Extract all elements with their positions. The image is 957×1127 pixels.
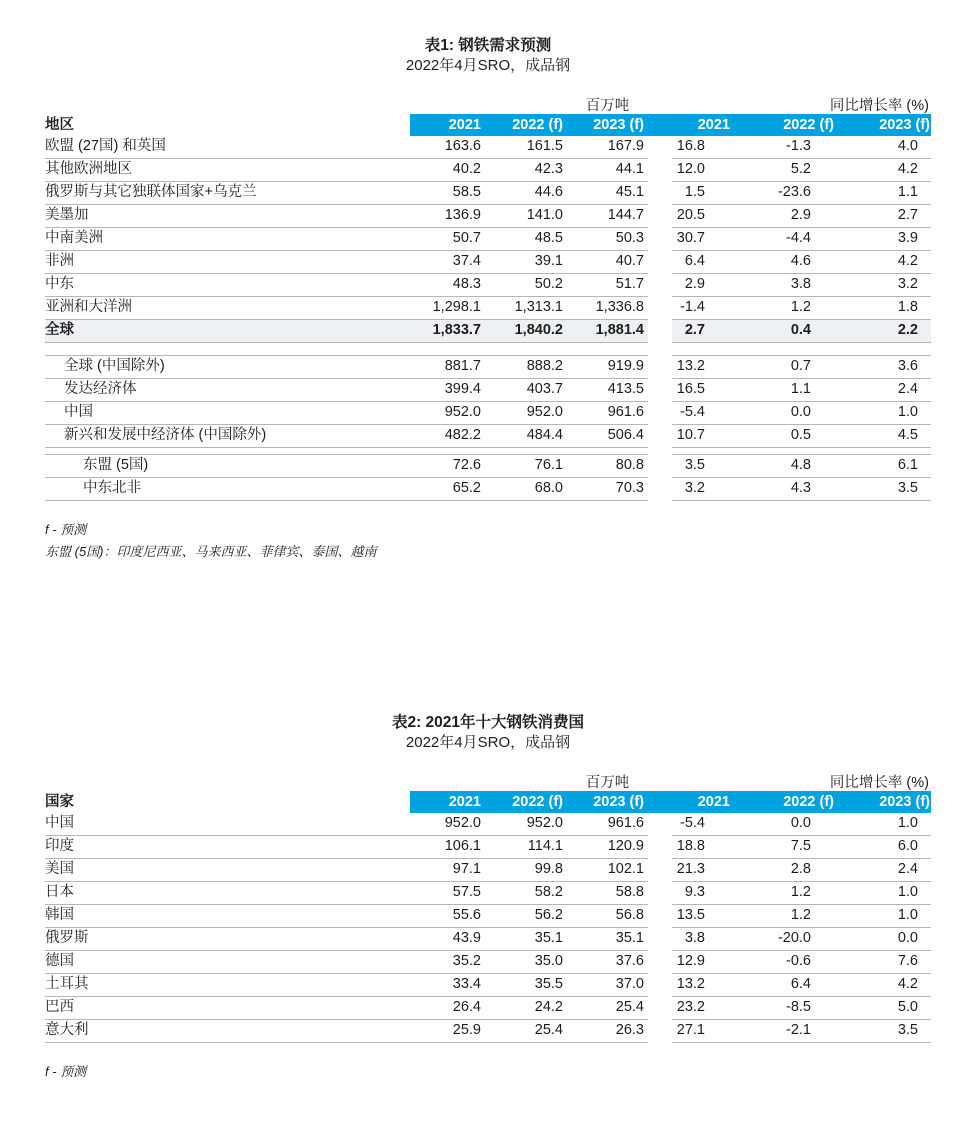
table-row	[45, 813, 931, 836]
table-row	[45, 320, 931, 343]
cell-growth-2021: 13.2	[672, 974, 731, 997]
column-group-gap	[648, 136, 672, 158]
cell-growth-2022f: 6.4	[731, 974, 835, 997]
table-row	[45, 355, 931, 379]
cell-mt-2021: 163.6	[410, 136, 485, 159]
cell-mt-2023f: 80.8	[567, 454, 648, 478]
cell-mt-2021: 881.7	[410, 355, 485, 379]
column-group-gap	[648, 402, 672, 424]
row-label: 中东	[45, 274, 410, 297]
row-label: 美国	[45, 859, 410, 882]
cell-growth-2022f: -23.6	[731, 182, 835, 205]
table1-column-header-row	[45, 114, 931, 136]
table-row	[45, 454, 931, 478]
cell-growth-2021: 3.2	[672, 478, 731, 501]
column-group-gap	[648, 997, 672, 1019]
cell-mt-2021: 65.2	[410, 478, 485, 501]
cell-mt-2021: 97.1	[410, 859, 485, 882]
cell-growth-2023f: 7.6	[835, 951, 931, 974]
column-group-gap	[648, 974, 672, 996]
row-label: 俄罗斯	[45, 928, 410, 951]
cell-growth-2023f: 6.0	[835, 836, 931, 859]
column-group-gap	[648, 320, 672, 342]
cell-mt-2022f: 42.3	[485, 159, 567, 182]
cell-mt-2023f: 120.9	[567, 836, 648, 859]
cell-growth-2023f: 1.0	[835, 882, 931, 905]
cell-mt-2022f: 50.2	[485, 274, 567, 297]
row-label: 意大利	[45, 1020, 410, 1043]
row-label: 美墨加	[45, 205, 410, 228]
table-row	[45, 205, 931, 228]
cell-mt-2023f: 25.4	[567, 997, 648, 1020]
column-group-gap	[648, 274, 672, 296]
cell-mt-2023f: 919.9	[567, 355, 648, 379]
column-group-gap	[648, 114, 672, 136]
cell-mt-2022f: 161.5	[485, 136, 567, 159]
cell-growth-2022f: -2.1	[731, 1020, 835, 1043]
table-row	[45, 882, 931, 905]
cell-mt-2021: 43.9	[410, 928, 485, 951]
cell-mt-2021: 399.4	[410, 379, 485, 402]
row-label: 中东北非	[45, 478, 410, 501]
column-group-gap	[648, 379, 672, 401]
col-header-growth-2021: 2021	[672, 791, 731, 813]
cell-mt-2021: 57.5	[410, 882, 485, 905]
cell-growth-2021: 3.8	[672, 928, 731, 951]
cell-growth-2022f: 1.2	[731, 882, 835, 905]
cell-mt-2022f: 35.5	[485, 974, 567, 997]
cell-mt-2022f: 1,840.2	[485, 320, 567, 343]
cell-mt-2022f: 44.6	[485, 182, 567, 205]
cell-mt-2022f: 99.8	[485, 859, 567, 882]
column-group-gap	[648, 836, 672, 858]
cell-growth-2023f: 1.8	[835, 297, 931, 320]
table-row	[45, 974, 931, 997]
cell-growth-2022f: 0.5	[731, 425, 835, 448]
cell-mt-2022f: 114.1	[485, 836, 567, 859]
region-column-header: 地区	[45, 114, 410, 136]
cell-mt-2023f: 144.7	[567, 205, 648, 228]
table1-section	[45, 36, 931, 563]
yoy-growth-group-header: 同比增长率 (%)	[829, 98, 929, 114]
cell-growth-2022f: 1.2	[731, 297, 835, 320]
cell-growth-2021: 9.3	[672, 882, 731, 905]
cell-growth-2023f: 2.2	[835, 320, 931, 343]
cell-growth-2021: 10.7	[672, 425, 731, 448]
cell-mt-2021: 48.3	[410, 274, 485, 297]
cell-growth-2023f: 5.0	[835, 997, 931, 1020]
cell-mt-2023f: 45.1	[567, 182, 648, 205]
column-group-gap	[648, 355, 672, 377]
column-group-gap	[648, 478, 672, 500]
col-header-mt-2021: 2021	[410, 791, 485, 813]
row-label: 中南美洲	[45, 228, 410, 251]
million-tonnes-group-header: 百万吨	[585, 98, 630, 114]
row-label: 欧盟 (27国) 和英国	[45, 136, 410, 159]
column-group-gap	[648, 882, 672, 904]
col-header-mt-2022f: 2022 (f)	[485, 791, 567, 813]
cell-mt-2022f: 952.0	[485, 813, 567, 836]
table-row	[45, 478, 931, 501]
cell-growth-2021: 12.0	[672, 159, 731, 182]
cell-mt-2022f: 888.2	[485, 355, 567, 379]
cell-growth-2022f: 0.4	[731, 320, 835, 343]
table2-title: 表2: 2021年十大钢铁消费国	[391, 714, 585, 731]
cell-mt-2021: 26.4	[410, 997, 485, 1020]
table-row	[45, 836, 931, 859]
cell-growth-2022f: -20.0	[731, 928, 835, 951]
cell-growth-2021: 13.2	[672, 355, 731, 379]
row-label: 新兴和发展中经济体 (中国除外)	[45, 425, 410, 448]
cell-mt-2023f: 961.6	[567, 813, 648, 836]
row-label: 土耳其	[45, 974, 410, 997]
row-label: 印度	[45, 836, 410, 859]
cell-growth-2023f: 4.2	[835, 251, 931, 274]
column-group-gap	[648, 297, 672, 319]
cell-growth-2023f: 2.4	[835, 379, 931, 402]
cell-growth-2022f: 1.2	[731, 905, 835, 928]
cell-mt-2022f: 76.1	[485, 454, 567, 478]
cell-mt-2023f: 1,336.8	[567, 297, 648, 320]
cell-mt-2021: 106.1	[410, 836, 485, 859]
column-group-gap	[648, 905, 672, 927]
cell-mt-2021: 136.9	[410, 205, 485, 228]
table-row	[45, 297, 931, 320]
cell-mt-2022f: 952.0	[485, 402, 567, 425]
cell-mt-2023f: 37.0	[567, 974, 648, 997]
table-row	[45, 905, 931, 928]
table-row	[45, 425, 931, 448]
row-label: 东盟 (5国)	[45, 454, 410, 478]
cell-mt-2022f: 35.0	[485, 951, 567, 974]
col-header-growth-2023f: 2023 (f)	[835, 114, 931, 136]
table-row	[45, 274, 931, 297]
cell-growth-2021: 18.8	[672, 836, 731, 859]
col-header-mt-2022f: 2022 (f)	[485, 114, 567, 136]
cell-growth-2021: 20.5	[672, 205, 731, 228]
cell-mt-2023f: 167.9	[567, 136, 648, 159]
table2-footnotes	[45, 1061, 931, 1083]
table-row	[45, 159, 931, 182]
footnote-forecast: f - 预测	[45, 522, 87, 537]
report-page	[0, 36, 957, 1127]
cell-mt-2023f: 35.1	[567, 928, 648, 951]
cell-growth-2021: 23.2	[672, 997, 731, 1020]
cell-mt-2021: 40.2	[410, 159, 485, 182]
cell-mt-2022f: 141.0	[485, 205, 567, 228]
row-label: 日本	[45, 882, 410, 905]
table2-group-header-row	[45, 771, 931, 791]
cell-growth-2022f: 1.1	[731, 379, 835, 402]
column-group-gap	[648, 425, 672, 447]
yoy-growth-group-header: 同比增长率 (%)	[829, 775, 929, 791]
row-label: 亚洲和大洋洲	[45, 297, 410, 320]
cell-growth-2023f: 2.4	[835, 859, 931, 882]
cell-growth-2021: 16.8	[672, 136, 731, 159]
cell-mt-2021: 33.4	[410, 974, 485, 997]
cell-mt-2022f: 48.5	[485, 228, 567, 251]
cell-mt-2023f: 102.1	[567, 859, 648, 882]
table1-title: 表1: 钢铁需求预测	[424, 37, 552, 54]
cell-growth-2022f: -1.3	[731, 136, 835, 159]
cell-growth-2021: 16.5	[672, 379, 731, 402]
table1-footnotes	[45, 519, 931, 563]
cell-growth-2021: 13.5	[672, 905, 731, 928]
cell-growth-2023f: 1.0	[835, 905, 931, 928]
column-group-gap	[648, 228, 672, 250]
row-label: 非洲	[45, 251, 410, 274]
cell-growth-2021: -5.4	[672, 813, 731, 836]
cell-mt-2021: 37.4	[410, 251, 485, 274]
table-row	[45, 951, 931, 974]
cell-mt-2023f: 51.7	[567, 274, 648, 297]
column-group-gap	[648, 951, 672, 973]
cell-growth-2021: -1.4	[672, 297, 731, 320]
cell-mt-2022f: 24.2	[485, 997, 567, 1020]
cell-growth-2022f: 2.8	[731, 859, 835, 882]
row-label: 其他欧洲地区	[45, 159, 410, 182]
cell-mt-2021: 50.7	[410, 228, 485, 251]
cell-growth-2021: 12.9	[672, 951, 731, 974]
table-row	[45, 228, 931, 251]
cell-growth-2021: 1.5	[672, 182, 731, 205]
footnote-forecast: f - 预测	[45, 1064, 87, 1079]
col-header-mt-2023f: 2023 (f)	[567, 114, 648, 136]
col-header-mt-2021: 2021	[410, 114, 485, 136]
col-header-growth-2022f: 2022 (f)	[731, 114, 835, 136]
country-column-header: 国家	[45, 791, 410, 813]
cell-growth-2021: 3.5	[672, 454, 731, 478]
cell-growth-2021: 30.7	[672, 228, 731, 251]
cell-mt-2021: 1,833.7	[410, 320, 485, 343]
cell-growth-2022f: 3.8	[731, 274, 835, 297]
cell-mt-2021: 482.2	[410, 425, 485, 448]
cell-mt-2022f: 39.1	[485, 251, 567, 274]
row-label: 德国	[45, 951, 410, 974]
cell-mt-2023f: 37.6	[567, 951, 648, 974]
cell-growth-2021: 2.9	[672, 274, 731, 297]
column-group-gap	[648, 182, 672, 204]
cell-growth-2023f: 3.2	[835, 274, 931, 297]
cell-mt-2021: 72.6	[410, 454, 485, 478]
cell-growth-2021: 2.7	[672, 320, 731, 343]
row-label: 中国	[45, 813, 410, 836]
row-label: 俄罗斯与其它独联体国家+乌克兰	[45, 182, 410, 205]
col-header-growth-2022f: 2022 (f)	[731, 791, 835, 813]
cell-growth-2022f: 4.8	[731, 454, 835, 478]
column-group-gap	[648, 813, 672, 835]
cell-mt-2023f: 44.1	[567, 159, 648, 182]
cell-growth-2023f: 4.2	[835, 159, 931, 182]
table1-group-header-row	[45, 94, 931, 114]
cell-growth-2022f: 4.3	[731, 478, 835, 501]
cell-growth-2023f: 4.2	[835, 974, 931, 997]
table-row	[45, 928, 931, 951]
cell-growth-2023f: 3.6	[835, 355, 931, 379]
table1-subtitle: 2022年4月SRO，成品钢	[405, 57, 571, 74]
cell-growth-2021: 6.4	[672, 251, 731, 274]
million-tonnes-group-header: 百万吨	[585, 775, 630, 791]
cell-growth-2022f: 5.2	[731, 159, 835, 182]
cell-mt-2023f: 40.7	[567, 251, 648, 274]
cell-growth-2022f: -0.6	[731, 951, 835, 974]
cell-mt-2022f: 35.1	[485, 928, 567, 951]
table-row	[45, 402, 931, 425]
cell-growth-2021: -5.4	[672, 402, 731, 425]
column-group-gap	[648, 791, 672, 813]
cell-growth-2022f: 7.5	[731, 836, 835, 859]
table2-rows	[45, 813, 931, 1043]
cell-growth-2023f: 2.7	[835, 205, 931, 228]
cell-mt-2023f: 413.5	[567, 379, 648, 402]
cell-mt-2023f: 50.3	[567, 228, 648, 251]
cell-mt-2023f: 56.8	[567, 905, 648, 928]
cell-growth-2023f: 3.9	[835, 228, 931, 251]
table-row	[45, 182, 931, 205]
table2-section	[45, 713, 931, 1083]
row-label: 全球 (中国除外)	[45, 355, 410, 379]
cell-mt-2021: 58.5	[410, 182, 485, 205]
cell-mt-2023f: 26.3	[567, 1020, 648, 1043]
col-header-growth-2021: 2021	[672, 114, 731, 136]
cell-mt-2021: 35.2	[410, 951, 485, 974]
table-row	[45, 136, 931, 159]
cell-growth-2023f: 1.1	[835, 182, 931, 205]
table-row	[45, 1020, 931, 1043]
cell-growth-2023f: 3.5	[835, 1020, 931, 1043]
col-header-growth-2023f: 2023 (f)	[835, 791, 931, 813]
table-row	[45, 379, 931, 402]
cell-growth-2022f: -4.4	[731, 228, 835, 251]
cell-mt-2022f: 68.0	[485, 478, 567, 501]
table2	[45, 771, 931, 1043]
cell-mt-2022f: 1,313.1	[485, 297, 567, 320]
cell-growth-2023f: 1.0	[835, 813, 931, 836]
cell-growth-2021: 21.3	[672, 859, 731, 882]
cell-growth-2023f: 4.5	[835, 425, 931, 448]
column-group-gap	[648, 251, 672, 273]
cell-growth-2022f: 2.9	[731, 205, 835, 228]
column-group-gap	[648, 928, 672, 950]
col-header-mt-2023f: 2023 (f)	[567, 791, 648, 813]
cell-mt-2021: 25.9	[410, 1020, 485, 1043]
row-label: 发达经济体	[45, 379, 410, 402]
table-row	[45, 251, 931, 274]
cell-growth-2022f: -8.5	[731, 997, 835, 1020]
column-group-gap	[648, 454, 672, 476]
table-row	[45, 859, 931, 882]
column-group-gap	[648, 1020, 672, 1042]
cell-growth-2023f: 4.0	[835, 136, 931, 159]
row-label: 巴西	[45, 997, 410, 1020]
cell-growth-2022f: 0.7	[731, 355, 835, 379]
row-label: 中国	[45, 402, 410, 425]
cell-mt-2022f: 403.7	[485, 379, 567, 402]
cell-mt-2023f: 70.3	[567, 478, 648, 501]
cell-mt-2022f: 25.4	[485, 1020, 567, 1043]
cell-growth-2021: 27.1	[672, 1020, 731, 1043]
cell-mt-2023f: 1,881.4	[567, 320, 648, 343]
column-group-gap	[648, 205, 672, 227]
cell-growth-2023f: 6.1	[835, 454, 931, 478]
cell-mt-2021: 952.0	[410, 402, 485, 425]
footnote-asean: 东盟 (5国)：印度尼西亚、马来西亚、菲律宾、泰国、越南	[45, 544, 377, 559]
cell-mt-2021: 55.6	[410, 905, 485, 928]
cell-growth-2022f: 4.6	[731, 251, 835, 274]
table2-subtitle: 2022年4月SRO，成品钢	[405, 734, 571, 751]
column-group-gap	[648, 159, 672, 181]
row-label: 全球	[45, 320, 410, 343]
cell-growth-2023f: 0.0	[835, 928, 931, 951]
cell-mt-2022f: 56.2	[485, 905, 567, 928]
column-group-gap	[648, 859, 672, 881]
cell-growth-2022f: 0.0	[731, 813, 835, 836]
cell-mt-2023f: 58.8	[567, 882, 648, 905]
row-label: 韩国	[45, 905, 410, 928]
cell-mt-2021: 1,298.1	[410, 297, 485, 320]
cell-mt-2021: 952.0	[410, 813, 485, 836]
cell-growth-2023f: 1.0	[835, 402, 931, 425]
table2-column-header-row	[45, 791, 931, 813]
table1-rows	[45, 136, 931, 501]
table1	[45, 94, 931, 501]
cell-growth-2022f: 0.0	[731, 402, 835, 425]
cell-mt-2023f: 961.6	[567, 402, 648, 425]
cell-mt-2022f: 58.2	[485, 882, 567, 905]
table-row	[45, 997, 931, 1020]
cell-mt-2022f: 484.4	[485, 425, 567, 448]
cell-growth-2023f: 3.5	[835, 478, 931, 501]
cell-mt-2023f: 506.4	[567, 425, 648, 448]
